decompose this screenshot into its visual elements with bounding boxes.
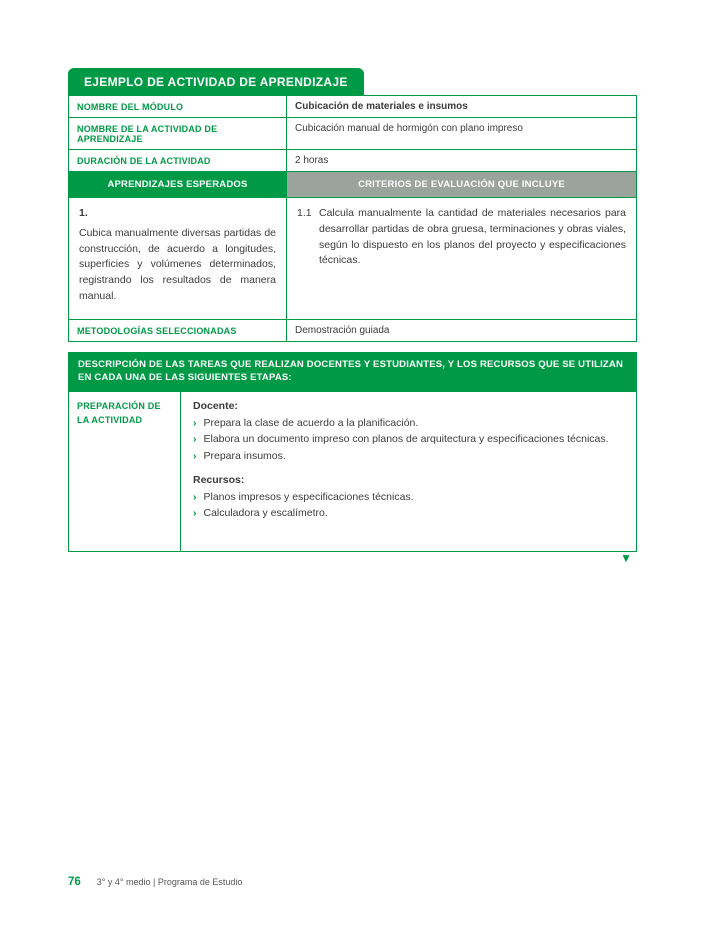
table-row [69, 150, 637, 172]
bullet-icon: › [193, 490, 197, 503]
arrow-down-icon: ▼ [620, 551, 632, 566]
table-header-row [69, 172, 637, 198]
row-label-duracion: DURACIÓN DE LA ACTIVIDAD [69, 150, 287, 172]
row-value-metodologias: Demostración guiada [287, 319, 637, 341]
list-item [193, 415, 624, 431]
docente-title: Docente: [193, 400, 238, 413]
bullet-icon: › [193, 433, 197, 446]
footer-text: 3° y 4° medio | Programa de Estudio [96, 877, 243, 887]
etapa-label-preparacion: PREPARACIÓN DE LA ACTIVIDAD [69, 392, 181, 552]
row-label-metodologias: METODOLOGÍAS SELECCIONADAS [69, 319, 287, 341]
list-item-text: Prepara la clase de acuerdo a la planificación. [203, 417, 419, 430]
continuation-indicator [68, 550, 637, 566]
criterio-number: 1.1 [297, 207, 312, 219]
criterio-cell [287, 198, 637, 320]
list-item-text: Elabora un documento impreso con planos de arquitectura y especificaciones técnicas. [203, 433, 609, 446]
list-item [193, 448, 624, 464]
section-tab-title: EJEMPLO DE ACTIVIDAD DE APRENDIZAJE [84, 75, 348, 89]
activity-table [68, 95, 637, 342]
row-value-modulo: Cubicación de materiales e insumos [287, 96, 637, 118]
recursos-title: Recursos: [193, 473, 245, 486]
table-row [69, 118, 637, 150]
list-item-text: Planos impresos y especificaciones técnicas. [203, 490, 414, 503]
table-row [69, 198, 637, 320]
page-footer [68, 876, 242, 888]
aprendizaje-cell [69, 198, 287, 320]
criterio-item [297, 206, 626, 269]
row-label-modulo: NOMBRE DEL MÓDULO [69, 96, 287, 118]
bullet-icon: › [193, 449, 197, 462]
row-value-duracion: 2 horas [287, 150, 637, 172]
activity-section [68, 68, 637, 566]
list-item-text: Calculadora y escalímetro. [203, 507, 328, 520]
list-item [193, 431, 624, 447]
list-item [193, 489, 624, 505]
row-value-actividad: Cubicación manual de hormigón con plano impreso [287, 118, 637, 150]
aprendizaje-number: 1. [79, 207, 88, 219]
section-tab [68, 68, 364, 95]
list-item-text: Prepara insumos. [203, 449, 286, 462]
header-aprendizajes-esperados: APRENDIZAJES ESPERADOS [69, 172, 287, 198]
page-number: 76 [68, 876, 81, 888]
criterio-text: Calcula manualmente la cantidad de materiales necesarios para desarrollar partidas de obra gruesa, terminaciones y obras viales, según lo dispuesto en los planos del proyecto y especificaciones técnicas. [319, 207, 626, 267]
descripcion-banner: DESCRIPCIÓN DE LAS TAREAS QUE REALIZAN DOCENTES Y ESTUDIANTES, Y LOS RECURSOS QUE SE UTILIZAN EN CADA UNA DE LAS SIGUIENTES ETAPAS: [68, 352, 637, 392]
etapas-table [68, 391, 637, 552]
header-criterios-evaluacion: CRITERIOS DE EVALUACIÓN QUE INCLUYE [287, 172, 637, 198]
table-row [69, 96, 637, 118]
table-row [69, 392, 637, 552]
bullet-icon: › [193, 507, 197, 520]
list-item [193, 505, 624, 521]
etapa-content [181, 392, 637, 552]
aprendizaje-text: Cubica manualmente diversas partidas de construcción, de acuerdo a longitudes, superficies y volúmenes determinados, registrando los resultados de manera manual. [79, 226, 276, 302]
row-label-actividad: NOMBRE DE LA ACTIVIDAD DE APRENDIZAJE [69, 118, 287, 150]
bullet-icon: › [193, 417, 197, 430]
table-row [69, 319, 637, 341]
